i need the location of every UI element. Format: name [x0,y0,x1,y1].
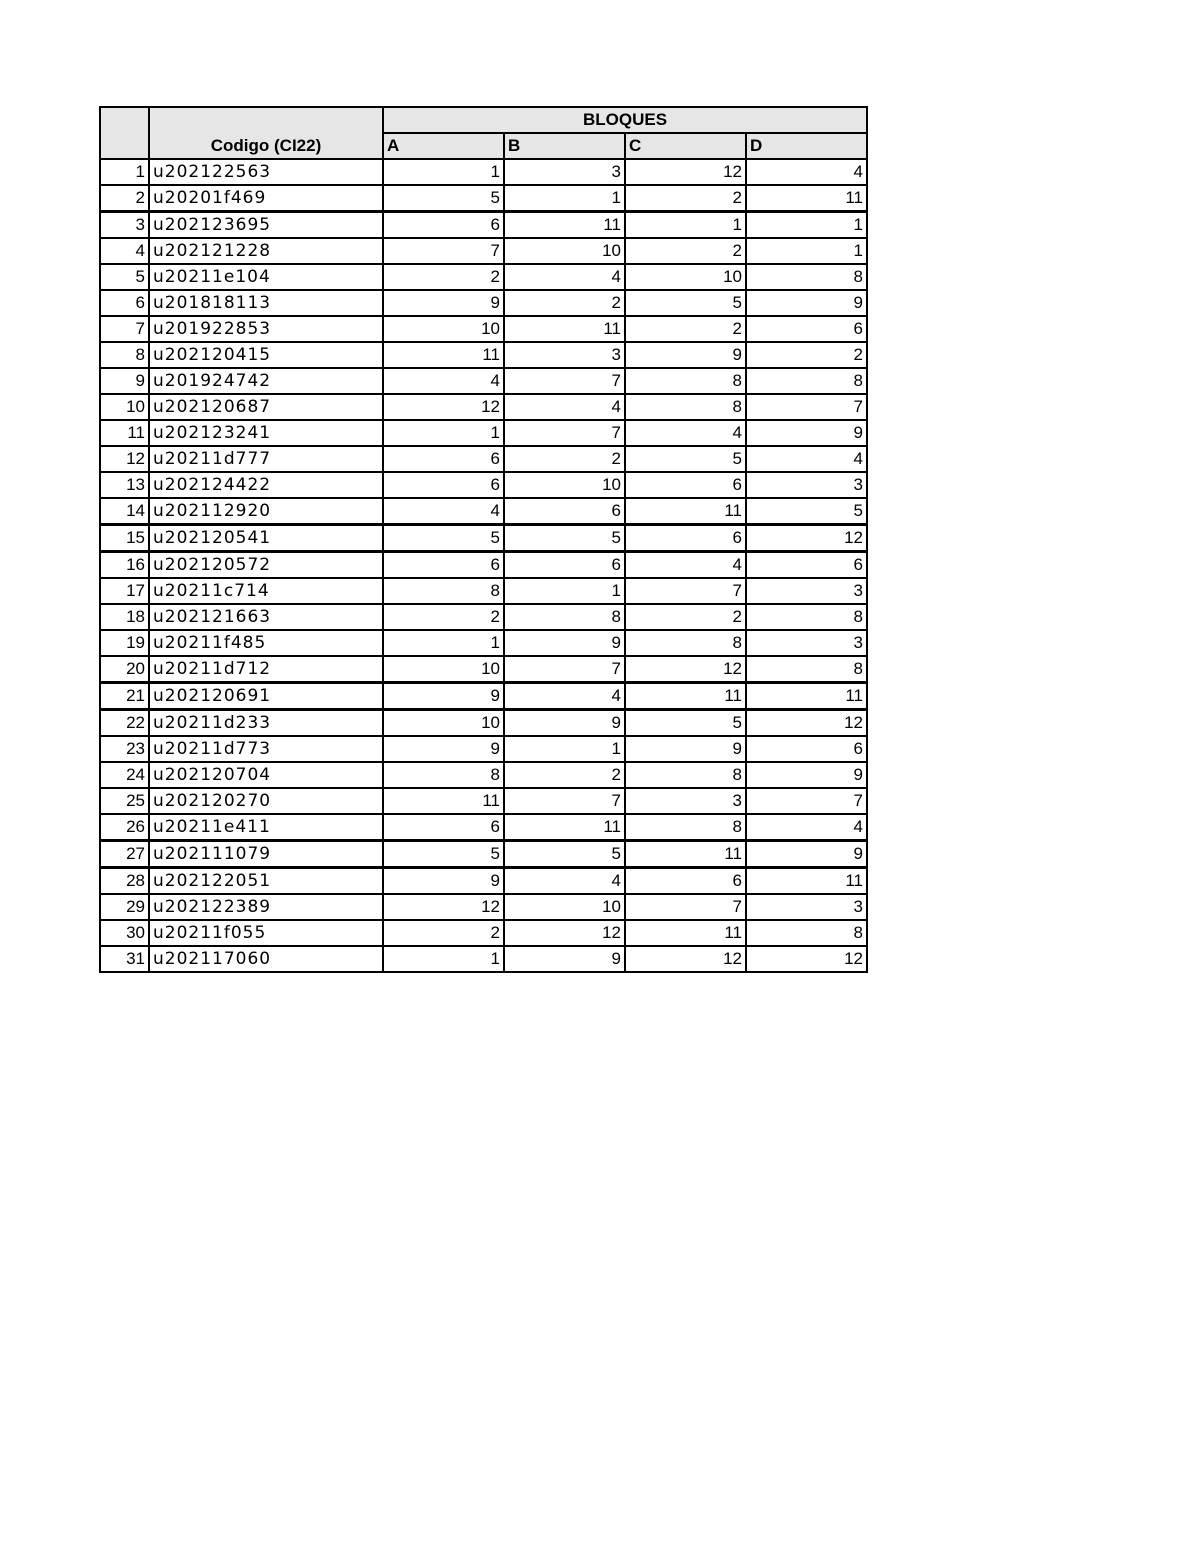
block-b-value: 10 [504,238,625,264]
block-d-value: 7 [746,788,867,814]
block-b-value: 12 [504,920,625,946]
table-row [100,841,867,868]
block-c-value: 8 [625,630,746,656]
block-c-value: 11 [625,498,746,525]
row-number: 18 [100,604,149,630]
block-d-value: 3 [746,472,867,498]
block-a-value: 4 [383,368,504,394]
table-row [100,946,867,972]
block-a-value: 1 [383,420,504,446]
row-number: 31 [100,946,149,972]
row-number: 25 [100,788,149,814]
block-c-value: 11 [625,841,746,868]
row-number: 17 [100,578,149,604]
student-code: u20211d233 [149,710,383,737]
block-a-value: 5 [383,185,504,212]
block-d-value: 1 [746,212,867,239]
table-row [100,656,867,683]
block-b-value: 11 [504,316,625,342]
row-number: 12 [100,446,149,472]
block-d-value: 9 [746,762,867,788]
block-b-value: 4 [504,683,625,710]
block-d-value: 8 [746,368,867,394]
table-row [100,710,867,737]
block-b-value: 9 [504,630,625,656]
block-c-value: 1 [625,212,746,239]
table-row [100,159,867,185]
block-b-value: 6 [504,552,625,579]
student-code: u202120687 [149,394,383,420]
block-d-value: 12 [746,525,867,552]
block-c-value: 2 [625,604,746,630]
block-a-value: 9 [383,868,504,895]
table-row [100,604,867,630]
student-code: u202122563 [149,159,383,185]
table-row [100,342,867,368]
block-d-value: 5 [746,498,867,525]
table-row [100,552,867,579]
header-row-group [100,107,867,133]
block-b-value: 2 [504,290,625,316]
table-row [100,762,867,788]
block-c-value: 12 [625,656,746,683]
student-code: u20211f055 [149,920,383,946]
block-c-value: 9 [625,736,746,762]
student-code: u20211d712 [149,656,383,683]
student-code: u202120572 [149,552,383,579]
student-code: u202122051 [149,868,383,895]
block-header-a: A [383,133,504,159]
block-a-value: 6 [383,552,504,579]
block-c-value: 2 [625,185,746,212]
block-c-value: 5 [625,290,746,316]
block-c-value: 4 [625,420,746,446]
block-b-value: 3 [504,342,625,368]
block-d-value: 1 [746,238,867,264]
block-a-value: 9 [383,683,504,710]
table-row [100,472,867,498]
code-column-header: Codigo (CI22) [149,107,383,159]
block-a-value: 2 [383,920,504,946]
block-c-value: 5 [625,446,746,472]
table-row [100,868,867,895]
block-d-value: 6 [746,736,867,762]
corner-cell [100,107,149,159]
row-number: 24 [100,762,149,788]
student-code: u202111079 [149,841,383,868]
student-code: u20211d773 [149,736,383,762]
block-a-value: 10 [383,316,504,342]
student-code: u20201f469 [149,185,383,212]
block-a-value: 9 [383,290,504,316]
block-c-value: 11 [625,920,746,946]
block-d-value: 12 [746,946,867,972]
block-d-value: 8 [746,920,867,946]
student-code: u20211e104 [149,264,383,290]
block-a-value: 6 [383,212,504,239]
block-b-value: 4 [504,264,625,290]
block-c-value: 8 [625,762,746,788]
block-d-value: 3 [746,894,867,920]
block-c-value: 12 [625,159,746,185]
block-a-value: 6 [383,814,504,841]
table-row [100,420,867,446]
table-row [100,788,867,814]
row-number: 28 [100,868,149,895]
row-number: 22 [100,710,149,737]
table-row [100,368,867,394]
student-code: u202121228 [149,238,383,264]
block-a-value: 5 [383,525,504,552]
block-a-value: 12 [383,894,504,920]
block-c-value: 8 [625,814,746,841]
block-a-value: 11 [383,788,504,814]
block-a-value: 6 [383,472,504,498]
row-number: 5 [100,264,149,290]
block-b-value: 10 [504,472,625,498]
block-d-value: 11 [746,185,867,212]
student-code: u202120415 [149,342,383,368]
block-header-c: C [625,133,746,159]
row-number: 6 [100,290,149,316]
bloques-group-header: BLOQUES [383,107,867,133]
block-d-value: 11 [746,683,867,710]
block-a-value: 12 [383,394,504,420]
block-a-value: 1 [383,946,504,972]
block-c-value: 8 [625,394,746,420]
row-number: 26 [100,814,149,841]
block-a-value: 10 [383,710,504,737]
block-b-value: 10 [504,894,625,920]
row-number: 10 [100,394,149,420]
block-c-value: 7 [625,578,746,604]
table-row [100,316,867,342]
student-code: u20211e411 [149,814,383,841]
block-b-value: 1 [504,736,625,762]
block-d-value: 8 [746,264,867,290]
block-a-value: 11 [383,342,504,368]
block-d-value: 9 [746,841,867,868]
block-a-value: 5 [383,841,504,868]
block-d-value: 12 [746,710,867,737]
student-code: u202120704 [149,762,383,788]
table-row [100,736,867,762]
student-code: u202123241 [149,420,383,446]
block-b-value: 1 [504,185,625,212]
block-b-value: 5 [504,841,625,868]
block-b-value: 7 [504,368,625,394]
row-number: 2 [100,185,149,212]
block-a-value: 7 [383,238,504,264]
block-b-value: 8 [504,604,625,630]
block-b-value: 2 [504,446,625,472]
block-b-value: 1 [504,578,625,604]
block-b-value: 11 [504,814,625,841]
student-code: u201818113 [149,290,383,316]
block-c-value: 11 [625,683,746,710]
table-row [100,683,867,710]
block-b-value: 9 [504,710,625,737]
student-code: u201924742 [149,368,383,394]
row-number: 9 [100,368,149,394]
row-number: 13 [100,472,149,498]
student-code: u202121663 [149,604,383,630]
block-a-value: 10 [383,656,504,683]
student-code: u202120270 [149,788,383,814]
block-d-value: 6 [746,552,867,579]
block-c-value: 12 [625,946,746,972]
block-d-value: 8 [746,656,867,683]
block-c-value: 6 [625,472,746,498]
table-row [100,290,867,316]
student-code: u202123695 [149,212,383,239]
block-b-value: 7 [504,656,625,683]
row-number: 11 [100,420,149,446]
row-number: 16 [100,552,149,579]
row-number: 23 [100,736,149,762]
row-number: 19 [100,630,149,656]
table-row [100,185,867,212]
block-c-value: 9 [625,342,746,368]
table-row [100,212,867,239]
student-code: u201922853 [149,316,383,342]
block-c-value: 2 [625,316,746,342]
block-b-value: 6 [504,498,625,525]
block-b-value: 3 [504,159,625,185]
table-row [100,498,867,525]
block-b-value: 4 [504,868,625,895]
student-code: u20211c714 [149,578,383,604]
row-number: 8 [100,342,149,368]
row-number: 27 [100,841,149,868]
block-c-value: 7 [625,894,746,920]
blocks-table [99,106,868,973]
student-code: u202120541 [149,525,383,552]
student-code: u202120691 [149,683,383,710]
table-row [100,525,867,552]
block-b-value: 5 [504,525,625,552]
block-d-value: 7 [746,394,867,420]
block-c-value: 8 [625,368,746,394]
table-row [100,920,867,946]
table-row [100,894,867,920]
table-row [100,238,867,264]
table-row [100,394,867,420]
student-code: u202112920 [149,498,383,525]
block-a-value: 8 [383,762,504,788]
block-a-value: 2 [383,264,504,290]
block-header-b: B [504,133,625,159]
row-number: 1 [100,159,149,185]
block-d-value: 11 [746,868,867,895]
block-b-value: 7 [504,420,625,446]
table-row [100,446,867,472]
block-a-value: 1 [383,159,504,185]
row-number: 7 [100,316,149,342]
block-d-value: 3 [746,630,867,656]
student-code: u20211f485 [149,630,383,656]
block-c-value: 3 [625,788,746,814]
block-a-value: 4 [383,498,504,525]
row-number: 15 [100,525,149,552]
block-a-value: 9 [383,736,504,762]
block-a-value: 2 [383,604,504,630]
block-a-value: 1 [383,630,504,656]
block-d-value: 6 [746,316,867,342]
block-d-value: 3 [746,578,867,604]
table-body [100,159,867,972]
block-d-value: 9 [746,420,867,446]
block-d-value: 2 [746,342,867,368]
block-a-value: 6 [383,446,504,472]
table-row [100,264,867,290]
block-c-value: 4 [625,552,746,579]
block-d-value: 4 [746,159,867,185]
block-d-value: 9 [746,290,867,316]
block-b-value: 4 [504,394,625,420]
student-code: u20211d777 [149,446,383,472]
row-number: 21 [100,683,149,710]
block-d-value: 4 [746,446,867,472]
row-number: 4 [100,238,149,264]
block-c-value: 10 [625,264,746,290]
row-number: 20 [100,656,149,683]
table-row [100,630,867,656]
block-b-value: 2 [504,762,625,788]
block-b-value: 11 [504,212,625,239]
student-code: u202124422 [149,472,383,498]
table-row [100,578,867,604]
block-c-value: 6 [625,868,746,895]
row-number: 30 [100,920,149,946]
row-number: 29 [100,894,149,920]
row-number: 3 [100,212,149,239]
student-code: u202117060 [149,946,383,972]
block-header-d: D [746,133,867,159]
block-c-value: 2 [625,238,746,264]
block-b-value: 9 [504,946,625,972]
block-c-value: 5 [625,710,746,737]
student-code: u202122389 [149,894,383,920]
row-number: 14 [100,498,149,525]
block-c-value: 6 [625,525,746,552]
block-a-value: 8 [383,578,504,604]
table-row [100,814,867,841]
block-d-value: 4 [746,814,867,841]
block-d-value: 8 [746,604,867,630]
block-b-value: 7 [504,788,625,814]
